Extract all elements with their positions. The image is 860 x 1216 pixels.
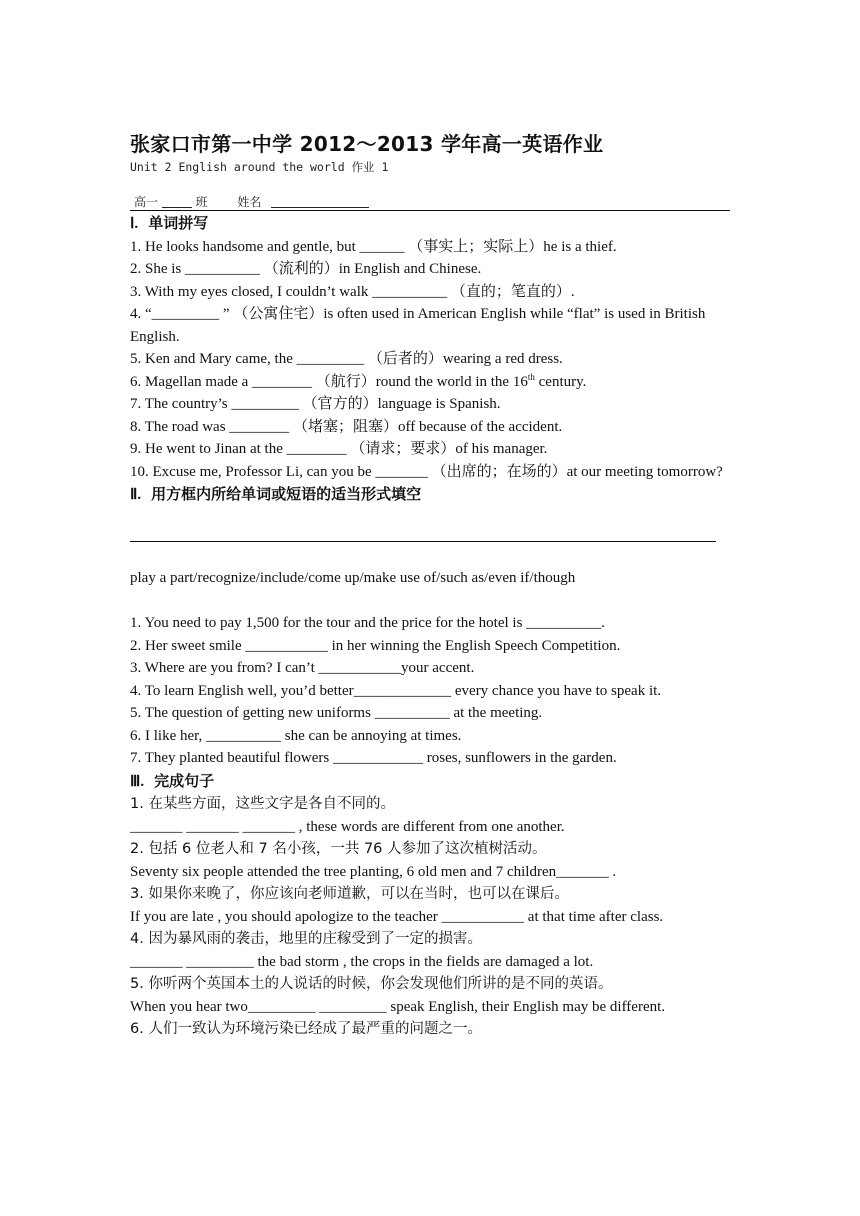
section-2 bbox=[130, 567, 732, 590]
list-item: 4. To learn English well, you’d better_____________ every chance you have to speak it. bbox=[130, 682, 662, 699]
page-subtitle: Unit 2 English around the world 作业 1 bbox=[130, 160, 389, 174]
sentence-answer: _______ _________ the bad storm , the crops in the fields are damaged a lot. bbox=[130, 953, 594, 970]
section-2-items bbox=[130, 612, 732, 1041]
sentence-prompt: 1. 在某些方面，这些文字是各自不同的。 bbox=[130, 796, 395, 812]
list-item: 9. He went to Jinan at the ________ （请求；要求）of his manager. bbox=[130, 441, 548, 457]
list-item: 5. The question of getting new uniforms __________ at the meeting. bbox=[130, 705, 543, 721]
ordinal-superscript: th bbox=[527, 371, 535, 382]
list-item: 1. You need to pay 1,500 for the tour and the price for the hotel is __________. bbox=[130, 615, 605, 631]
sentence-answer: _______ _______ _______ , these words are different from one another. bbox=[130, 818, 565, 835]
sentence-prompt: 4. 因为暴风雨的袭击，地里的庄稼受到了一定的损害。 bbox=[130, 931, 482, 947]
class-label: 高一 bbox=[134, 195, 159, 209]
list-item: 7. The country’s _________ （官方的）language is Spanish. bbox=[130, 396, 501, 412]
list-item: 5. Ken and Mary came, the _________ （后者的）wearing a red dress. bbox=[130, 351, 563, 367]
list-item: 6. Magellan made a ________ （航行）round the world in the 16th century. bbox=[130, 371, 587, 390]
list-item: 3. Where are you from? I can’t ___________your accent. bbox=[130, 660, 475, 676]
section-2-heading: Ⅱ. 用方框内所给单词或短语的适当形式填空 bbox=[130, 485, 422, 503]
section-1 bbox=[130, 212, 732, 507]
list-item: 2. She is __________ （流利的）in English and Chinese. bbox=[130, 261, 482, 277]
section-3-heading: Ⅲ. 完成句子 bbox=[130, 771, 215, 790]
name-blank bbox=[271, 195, 369, 208]
list-item: 4. “_________ ” （公寓住宅）is often used in American English while “flat” is used in British English. bbox=[130, 306, 706, 345]
list-item: 1. He looks handsome and gentle, but ______ （事实上；实际上）he is a thief. bbox=[130, 238, 617, 255]
name-label: 姓名 bbox=[237, 195, 262, 209]
word-box: play a part/recognize/include/come up/make use of/such as/even if/though bbox=[130, 570, 576, 586]
sentence-prompt: 2. 包括 6 位老人和 7 名小孩，一共 76 人参加了这次植树活动。 bbox=[130, 841, 547, 857]
list-item: 3. With my eyes closed, I couldn’t walk __________ （直的；笔直的）. bbox=[130, 283, 575, 300]
list-item: 8. The road was ________ （堵塞；阻塞）off because of the accident. bbox=[130, 418, 563, 435]
class-name-line bbox=[134, 193, 369, 210]
sentence-prompt: 6. 人们一致认为环境污染已经成了最严重的问题之一。 bbox=[130, 1021, 482, 1037]
sentence-prompt: 3. 如果你来晚了，你应该向老师道歉，可以在当时，也可以在课后。 bbox=[130, 886, 569, 902]
page-title: 张家口市第一中学 2012～2013 学年高一英语作业 bbox=[130, 132, 604, 156]
sentence-prompt: 5. 你听两个英国本土的人说话的时候，你会发现他们所讲的是不同的英语。 bbox=[130, 976, 613, 992]
section-1-heading: Ⅰ. 单词拼写 bbox=[130, 214, 209, 232]
class-suffix-label: 班 bbox=[195, 195, 208, 209]
section-2-divider bbox=[130, 541, 716, 542]
sentence-answer: When you hear two_________ _________ speak English, their English may be different. bbox=[130, 998, 666, 1015]
sentence-answer: Seventy six people attended the tree planting, 6 old men and 7 children_______ . bbox=[130, 863, 617, 880]
sentence-answer: If you are late , you should apologize to the teacher ___________ at that time after class. bbox=[130, 908, 664, 925]
list-item: 7. They planted beautiful flowers ____________ roses, sunflowers in the garden. bbox=[130, 750, 617, 766]
header-divider bbox=[130, 210, 730, 211]
list-item: 2. Her sweet smile ___________ in her winning the English Speech Competition. bbox=[130, 637, 621, 654]
list-item: 10. Excuse me, Professor Li, can you be _______ （出席的；在场的）at our meeting tomorrow? bbox=[130, 463, 723, 480]
class-blank bbox=[162, 195, 192, 208]
list-item: 6. I like her, __________ she can be annoying at times. bbox=[130, 727, 462, 744]
